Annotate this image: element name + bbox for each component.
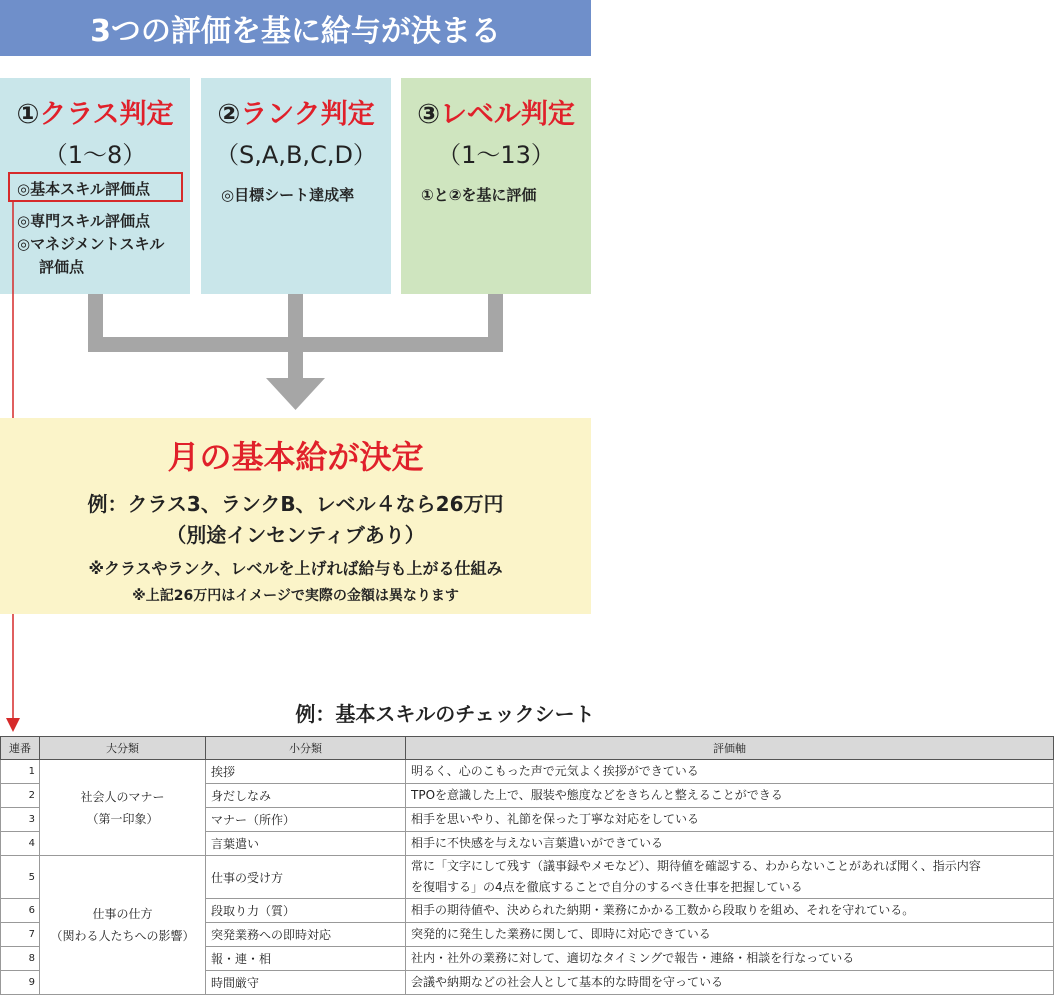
- level-judgement-box: [401, 78, 591, 294]
- box-item: ◎目標シート達成率: [221, 186, 355, 204]
- header-number: 連番: [1, 737, 40, 760]
- category-cell: [40, 760, 206, 856]
- header-category: 大分類: [40, 737, 206, 760]
- row-number: 5: [1, 856, 40, 899]
- row-number: 7: [1, 923, 40, 947]
- sheet-title: 例：基本スキルのチェックシート: [295, 702, 595, 726]
- category-subname: （関わる人たちへの影響）: [50, 929, 195, 943]
- box-range: （1〜13）: [437, 141, 555, 169]
- result-note-2: ※上記26万円はイメージで実際の金額は異なります: [132, 588, 459, 604]
- subcategory-cell: 仕事の受け方: [206, 856, 406, 899]
- management-skill-item: ◎マネジメントスキル: [17, 235, 165, 253]
- box-number: ②: [217, 99, 241, 130]
- table-row: [1, 760, 1054, 784]
- evaluation-cell: 相手の期待値や、決められた納期・業務にかかる工数から段取りを組め、それを守れている。: [406, 899, 1054, 923]
- result-box: [0, 418, 591, 614]
- evaluation-cell: 社内・社外の業務に対して、適切なタイミングで報告・連絡・相談を行なっている: [406, 947, 1054, 971]
- row-number: 8: [1, 947, 40, 971]
- connector-left: [88, 294, 103, 352]
- subcategory-cell: 時間厳守: [206, 971, 406, 995]
- management-skill-item-cont: 評価点: [39, 258, 85, 276]
- box-number: ③: [417, 99, 440, 130]
- check-sheet-table: [0, 736, 1054, 995]
- connector-right: [488, 294, 503, 352]
- result-heading: 月の基本給が決定: [167, 438, 424, 476]
- row-number: 2: [1, 784, 40, 808]
- evaluation-cell: [406, 856, 1054, 899]
- evaluation-cell: 会議や納期などの社会人として基本的な時間を守っている: [406, 971, 1054, 995]
- result-example-note: （別途インセンティブあり）: [166, 523, 425, 547]
- connector-down: [288, 350, 303, 380]
- basic-skill-item: ◎基本スキル評価点: [17, 180, 150, 198]
- subcategory-cell: 段取り力（質）: [206, 899, 406, 923]
- table-header-row: [1, 737, 1054, 760]
- subcategory-cell: マナー（所作）: [206, 808, 406, 832]
- row-number: 3: [1, 808, 40, 832]
- subcategory-cell: 身だしなみ: [206, 784, 406, 808]
- box-item: ①と②を基に評価: [421, 186, 537, 204]
- evaluation-cell: 明るく、心のこもった声で元気よく挨拶ができている: [406, 760, 1054, 784]
- box-heading: レベル判定: [439, 99, 575, 130]
- arrow-down-icon: [266, 378, 325, 410]
- subcategory-cell: 報・連・相: [206, 947, 406, 971]
- evaluation-line-1: 常に「文字にして残す（議事録やメモなど）、期待値を確認する、わからないことがあれば聞く、指示内容: [411, 859, 981, 873]
- subcategory-cell: 挨拶: [206, 760, 406, 784]
- row-number: 1: [1, 760, 40, 784]
- table-row: [1, 856, 1054, 899]
- result-example: 例：クラス3、ランクB、レベル４なら26万円: [87, 492, 504, 516]
- header-subcategory: 小分類: [206, 737, 406, 760]
- box-number: ①: [16, 99, 40, 130]
- evaluation-cell: 突発的に発生した業務に関して、即時に対応できている: [406, 923, 1054, 947]
- connector-middle: [288, 294, 303, 352]
- main-title: 3つの評価を基に給与が決まる: [0, 0, 591, 56]
- specialist-skill-item: ◎専門スキル評価点: [17, 212, 150, 230]
- box-heading: ランク判定: [240, 99, 375, 130]
- rank-judgement-box: [201, 78, 391, 294]
- box-range: （1〜8）: [43, 141, 147, 169]
- evaluation-cell: 相手に不快感を与えない言葉遣いができている: [406, 832, 1054, 856]
- header-evaluation: 評価軸: [406, 737, 1054, 760]
- evaluation-line-2: を復唱する」の4点を徹底することで自分のするべき仕事を把握している: [411, 880, 803, 894]
- subcategory-cell: 突発業務への即時対応: [206, 923, 406, 947]
- result-note-1: ※クラスやランク、レベルを上げれば給与も上がる仕組み: [88, 559, 503, 578]
- box-range: （S,A,B,C,D）: [215, 141, 377, 169]
- evaluation-cell: TPOを意識した上で、服装や態度などをきちんと整えることができる: [406, 784, 1054, 808]
- evaluation-cell: 相手を思いやり、礼節を保った丁寧な対応をしている: [406, 808, 1054, 832]
- box-heading: クラス判定: [39, 99, 174, 130]
- category-name: 社会人のマナー: [80, 789, 165, 804]
- category-subname: （第一印象）: [86, 811, 159, 826]
- category-name: 仕事の仕方: [92, 907, 153, 921]
- row-number: 4: [1, 832, 40, 856]
- subcategory-cell: 言葉遣い: [206, 832, 406, 856]
- row-number: 9: [1, 971, 40, 995]
- category-cell: [40, 856, 206, 995]
- row-number: 6: [1, 899, 40, 923]
- highlight-box: [8, 172, 183, 202]
- connector-horizontal: [88, 337, 503, 352]
